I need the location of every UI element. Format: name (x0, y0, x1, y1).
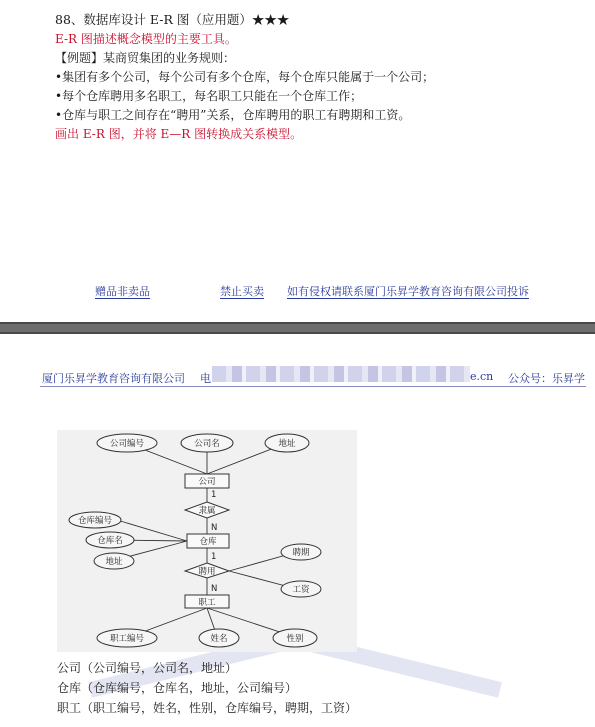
question-title: 88、数据库设计 E-R 图（应用题）★★★ (55, 12, 290, 27)
header-wechat: 公众号：乐昇学 (508, 372, 585, 385)
rel-belongs-label: 隶属 (198, 506, 216, 516)
header-domain: e.cn (470, 370, 494, 383)
attr-company-name-label: 公司名 (194, 439, 220, 449)
header-partial: 电 (200, 372, 211, 385)
footer-complaint: 如有侵权请联系厦门乐昇学教育咨询有限公司投诉 (287, 285, 529, 298)
document-page-1 (0, 0, 595, 322)
cardinality-n-b: N (211, 584, 218, 594)
entity-employee-label: 职工 (198, 598, 216, 608)
relation-employee: 职工（职工编号，姓名，性别，仓库编号，聘期，工资） (57, 701, 358, 715)
footer-gift: 赠品非卖品 (95, 285, 150, 298)
rule-3: •仓库与职工之间存在“聘用”关系，仓库聘用的职工有聘期和工资。 (55, 108, 411, 122)
entity-warehouse-label: 仓库 (199, 537, 217, 547)
attr-employee-name-label: 姓名 (210, 634, 228, 644)
rel-hire-label: 聘用 (198, 567, 216, 577)
attr-salary-label: 工资 (292, 585, 310, 595)
attr-warehouse-name-label: 仓库名 (97, 536, 123, 546)
attr-company-id-label: 公司编号 (109, 439, 145, 449)
question-subtitle: E-R 图描述概念模型的主要工具。 (55, 32, 237, 46)
header-rule (40, 386, 586, 387)
attr-warehouse-address-label: 地址 (105, 557, 123, 567)
rule-2: •每个仓库聘用多名职工，每名职工只能在一个仓库工作； (55, 89, 363, 103)
page-separator (0, 322, 595, 334)
task-text: 画出 E-R 图，并将 E—R 图转换成关系模型。 (55, 127, 303, 141)
relation-warehouse: 仓库（仓库编号，仓库名，地址，公司编号） (57, 681, 298, 695)
relation-company: 公司（公司编号，公司名，地址） (57, 661, 238, 675)
entity-company-label: 公司 (198, 477, 216, 487)
attr-employee-gender-label: 性别 (286, 634, 304, 644)
rule-1: •集团有多个公司，每个公司有多个仓库，每个仓库只能属于一个公司； (55, 70, 435, 84)
header-company: 厦门乐昇学教育咨询有限公司 (42, 372, 185, 385)
attr-company-address-label: 地址 (278, 439, 296, 449)
redacted-block (212, 366, 470, 382)
example-intro: 【例题】某商贸集团的业务规则： (55, 51, 236, 65)
attr-employee-id-label: 职工编号 (109, 634, 145, 644)
er-diagram (57, 430, 357, 652)
cardinality-n-a: N (211, 523, 218, 533)
cardinality-one-b: 1 (211, 552, 217, 562)
footer-no-sale: 禁止买卖 (220, 285, 264, 298)
attr-warehouse-id-label: 仓库编号 (77, 516, 113, 526)
attr-hire-term-label: 聘期 (292, 548, 310, 558)
cardinality-one-a: 1 (211, 490, 217, 500)
